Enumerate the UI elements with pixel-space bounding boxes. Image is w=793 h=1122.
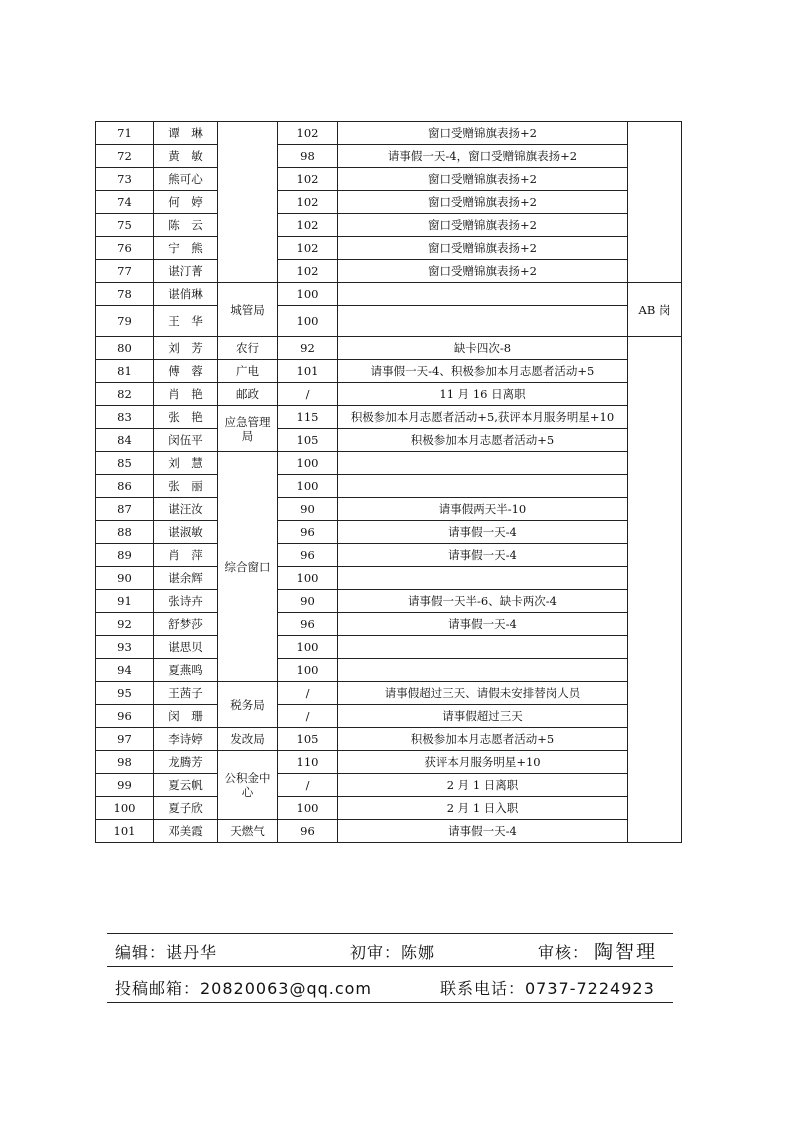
row-number: 96 (96, 705, 154, 728)
table-row (96, 544, 682, 567)
score-cell: 102 (278, 168, 338, 191)
note-cell: 积极参加本月志愿者活动+5,获评本月服务明星+10 (338, 406, 628, 429)
score-cell: 115 (278, 406, 338, 429)
note-cell: 窗口受赠锦旗表扬+2 (338, 214, 628, 237)
note-cell: 11 月 16 日离职 (338, 383, 628, 406)
score-cell: 98 (278, 145, 338, 168)
department-cell: 公积金中心 (218, 751, 278, 820)
row-number: 80 (96, 337, 154, 360)
note-cell: 窗口受赠锦旗表扬+2 (338, 168, 628, 191)
table-row (96, 122, 682, 145)
score-cell: 102 (278, 122, 338, 145)
department-cell: 邮政 (218, 383, 278, 406)
row-number: 101 (96, 820, 154, 843)
note-cell: 窗口受赠锦旗表扬+2 (338, 237, 628, 260)
department-cell: 发改局 (218, 728, 278, 751)
note-cell (338, 636, 628, 659)
staff-name: 陈 云 (154, 214, 218, 237)
table-row (96, 820, 682, 843)
table-row (96, 498, 682, 521)
table-row (96, 751, 682, 774)
score-cell: 100 (278, 452, 338, 475)
note-cell: 获评本月服务明星+10 (338, 751, 628, 774)
department-cell: 税务局 (218, 682, 278, 728)
score-cell: 110 (278, 751, 338, 774)
note-cell (338, 283, 628, 306)
score-cell: 105 (278, 429, 338, 452)
score-cell: 96 (278, 544, 338, 567)
staff-name: 谌余辉 (154, 567, 218, 590)
row-number: 82 (96, 383, 154, 406)
table-row (96, 682, 682, 705)
footer-top-rule (107, 933, 673, 934)
note-cell: 窗口受赠锦旗表扬+2 (338, 122, 628, 145)
row-number: 81 (96, 360, 154, 383)
table-row (96, 145, 682, 168)
staff-name: 张 丽 (154, 475, 218, 498)
table-row (96, 452, 682, 475)
staff-name: 谌俏琳 (154, 283, 218, 306)
row-number: 87 (96, 498, 154, 521)
staff-name: 肖 萍 (154, 544, 218, 567)
row-number: 78 (96, 283, 154, 306)
staff-name: 张诗卉 (154, 590, 218, 613)
row-number: 89 (96, 544, 154, 567)
department-cell: 广电 (218, 360, 278, 383)
remark-cell (628, 337, 682, 843)
row-number: 77 (96, 260, 154, 283)
table-row (96, 237, 682, 260)
note-cell: 请事假一天-4 (338, 613, 628, 636)
note-cell: 缺卡四次-8 (338, 337, 628, 360)
table-row (96, 659, 682, 682)
department-cell: 综合窗口 (218, 452, 278, 682)
staff-name: 张 艳 (154, 406, 218, 429)
row-number: 83 (96, 406, 154, 429)
score-cell: 100 (278, 659, 338, 682)
table-row (96, 774, 682, 797)
score-cell: 90 (278, 590, 338, 613)
row-number: 84 (96, 429, 154, 452)
row-number: 71 (96, 122, 154, 145)
note-cell: 请事假一天-4 (338, 521, 628, 544)
staff-name: 宁 熊 (154, 237, 218, 260)
score-cell: 96 (278, 613, 338, 636)
note-cell: 2 月 1 日离职 (338, 774, 628, 797)
note-cell (338, 567, 628, 590)
table-row (96, 214, 682, 237)
score-cell: 102 (278, 191, 338, 214)
staff-name: 傅 蓉 (154, 360, 218, 383)
score-cell: 100 (278, 567, 338, 590)
row-number: 79 (96, 306, 154, 337)
footer-middle-rule (107, 966, 673, 967)
row-number: 91 (96, 590, 154, 613)
note-cell: 请事假超过三天、请假未安排替岗人员 (338, 682, 628, 705)
score-cell: 102 (278, 237, 338, 260)
note-cell: 请事假一天半-6、缺卡两次-4 (338, 590, 628, 613)
department-cell: 天燃气 (218, 820, 278, 843)
staff-name: 谌思贝 (154, 636, 218, 659)
remark-cell (628, 122, 682, 283)
table-row (96, 168, 682, 191)
staff-name: 夏云帆 (154, 774, 218, 797)
note-cell (338, 452, 628, 475)
staff-name: 李诗婷 (154, 728, 218, 751)
row-number: 86 (96, 475, 154, 498)
table-row (96, 360, 682, 383)
staff-name: 王茜子 (154, 682, 218, 705)
note-cell: 请事假一天-4 (338, 544, 628, 567)
staff-name: 谌汪汝 (154, 498, 218, 521)
table-row (96, 728, 682, 751)
note-cell: 窗口受赠锦旗表扬+2 (338, 191, 628, 214)
note-cell: 请事假两天半-10 (338, 498, 628, 521)
score-cell: 100 (278, 636, 338, 659)
row-number: 75 (96, 214, 154, 237)
table-row (96, 337, 682, 360)
row-number: 92 (96, 613, 154, 636)
staff-name: 龙腾芳 (154, 751, 218, 774)
footer-email: 投稿邮箱：20820063@qq.com (115, 979, 373, 998)
staff-name: 闵 珊 (154, 705, 218, 728)
staff-name: 谌淑敏 (154, 521, 218, 544)
footer-review-label: 审核： (538, 943, 590, 962)
staff-name: 邓美霞 (154, 820, 218, 843)
row-number: 85 (96, 452, 154, 475)
table-row (96, 260, 682, 283)
table-row (96, 191, 682, 214)
table-row (96, 705, 682, 728)
footer-editor: 编辑：谌丹华 (115, 943, 218, 962)
staff-name: 熊可心 (154, 168, 218, 191)
staff-name: 夏燕鸣 (154, 659, 218, 682)
score-cell: 100 (278, 283, 338, 306)
staff-name: 闵伍平 (154, 429, 218, 452)
row-number: 90 (96, 567, 154, 590)
staff-name: 何 婷 (154, 191, 218, 214)
department-cell: 应急管理局 (218, 406, 278, 452)
note-cell: 请事假一天-4 (338, 820, 628, 843)
note-cell: 2 月 1 日入职 (338, 797, 628, 820)
score-cell: 90 (278, 498, 338, 521)
row-number: 76 (96, 237, 154, 260)
staff-name: 刘 芳 (154, 337, 218, 360)
department-cell: 城管局 (218, 283, 278, 337)
staff-name: 肖 艳 (154, 383, 218, 406)
score-table (95, 121, 682, 843)
row-number: 97 (96, 728, 154, 751)
note-cell: 积极参加本月志愿者活动+5 (338, 429, 628, 452)
table-row (96, 636, 682, 659)
department-cell: 农行 (218, 337, 278, 360)
department-cell (218, 122, 278, 283)
row-number: 74 (96, 191, 154, 214)
row-number: 72 (96, 145, 154, 168)
score-cell: 101 (278, 360, 338, 383)
table-row (96, 797, 682, 820)
row-number: 94 (96, 659, 154, 682)
note-cell: 积极参加本月志愿者活动+5 (338, 728, 628, 751)
note-cell: 窗口受赠锦旗表扬+2 (338, 260, 628, 283)
staff-name: 舒梦莎 (154, 613, 218, 636)
note-cell: 请事假一天-4，窗口受赠锦旗表扬+2 (338, 145, 628, 168)
row-number: 73 (96, 168, 154, 191)
note-cell: 请事假超过三天 (338, 705, 628, 728)
score-cell: / (278, 774, 338, 797)
score-cell: 100 (278, 475, 338, 498)
table-row (96, 521, 682, 544)
table-row (96, 429, 682, 452)
footer-review-name: 陶智理 (594, 941, 658, 963)
score-cell: / (278, 682, 338, 705)
table-row (96, 283, 682, 306)
table-row (96, 475, 682, 498)
row-number: 93 (96, 636, 154, 659)
table-row (96, 383, 682, 406)
footer-first-review: 初审：陈娜 (350, 943, 436, 962)
score-cell: 96 (278, 521, 338, 544)
table-row (96, 567, 682, 590)
staff-name: 刘 慧 (154, 452, 218, 475)
score-cell: 96 (278, 820, 338, 843)
row-number: 100 (96, 797, 154, 820)
score-cell: 100 (278, 797, 338, 820)
score-cell: 102 (278, 260, 338, 283)
score-cell: 92 (278, 337, 338, 360)
note-cell (338, 659, 628, 682)
note-cell (338, 475, 628, 498)
note-cell: 请事假一天-4、积极参加本月志愿者活动+5 (338, 360, 628, 383)
staff-name: 黄 敏 (154, 145, 218, 168)
footer-bottom-rule (107, 1002, 673, 1003)
row-number: 99 (96, 774, 154, 797)
staff-name: 夏子欣 (154, 797, 218, 820)
note-cell (338, 306, 628, 337)
staff-name: 谌汀菁 (154, 260, 218, 283)
score-cell: / (278, 383, 338, 406)
score-cell: 102 (278, 214, 338, 237)
row-number: 88 (96, 521, 154, 544)
table-row (96, 613, 682, 636)
table-row (96, 306, 682, 337)
score-cell: 105 (278, 728, 338, 751)
staff-name: 谭 琳 (154, 122, 218, 145)
row-number: 95 (96, 682, 154, 705)
score-cell: 100 (278, 306, 338, 337)
row-number: 98 (96, 751, 154, 774)
table-row (96, 590, 682, 613)
table-row (96, 406, 682, 429)
remark-cell: AB 岗 (628, 283, 682, 337)
staff-name: 王 华 (154, 306, 218, 337)
score-cell: / (278, 705, 338, 728)
footer-phone: 联系电话：0737-7224923 (440, 979, 655, 998)
